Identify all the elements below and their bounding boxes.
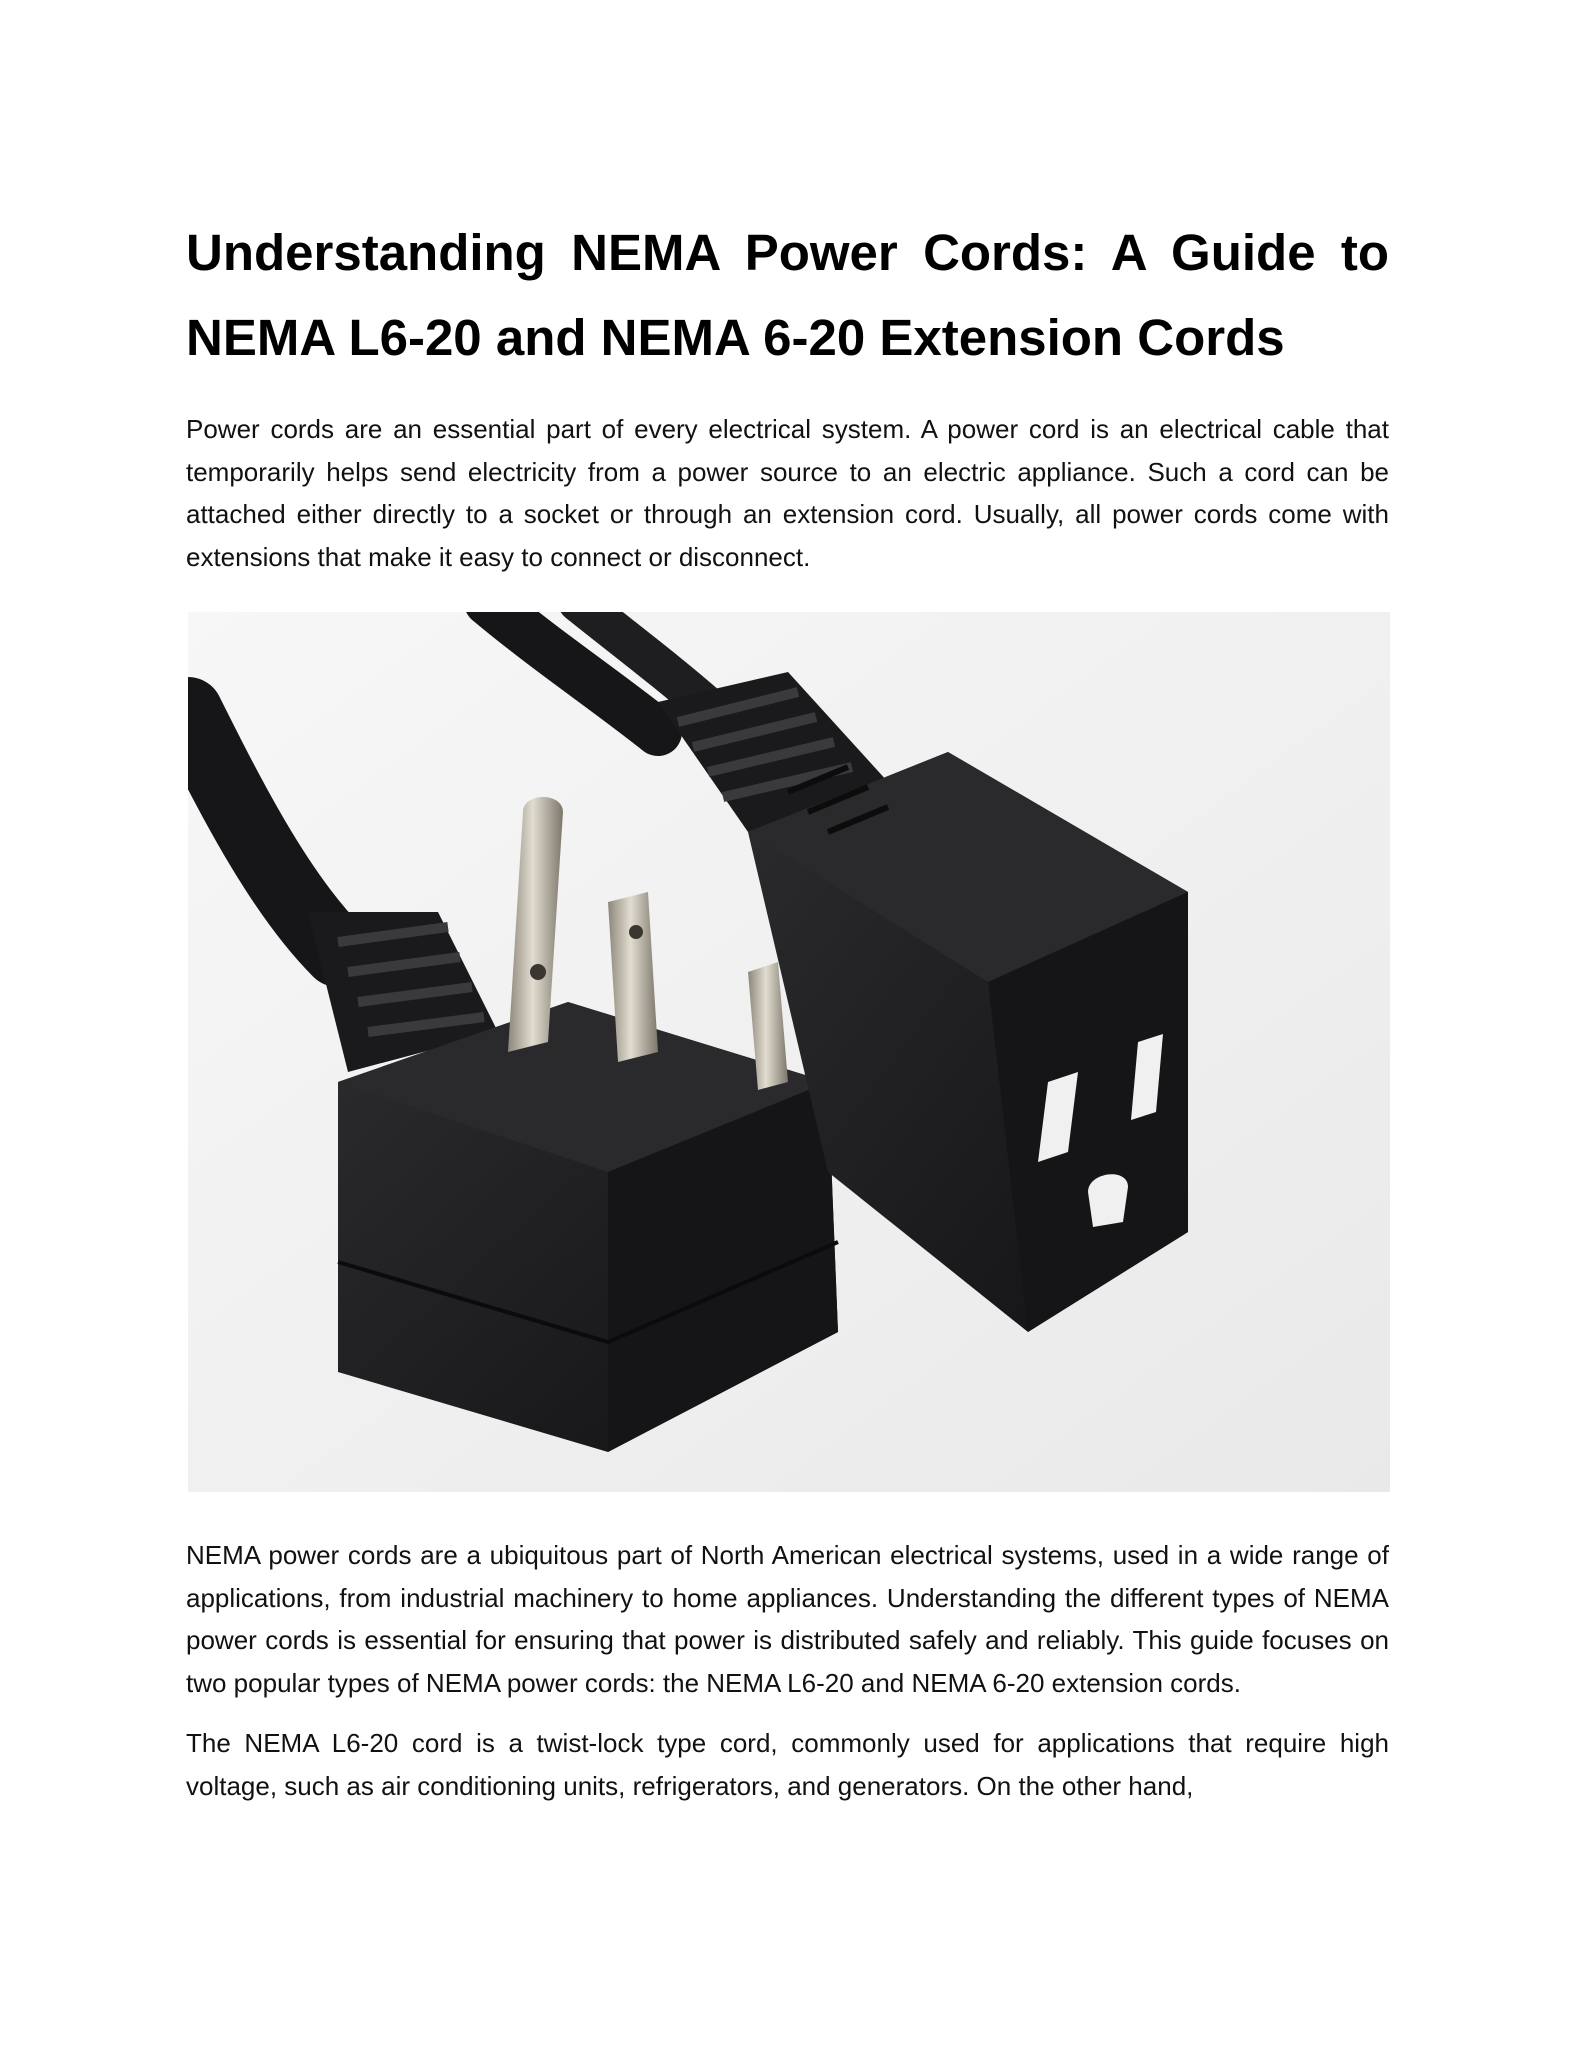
ground-slot	[1088, 1174, 1128, 1227]
power-cord-photo	[188, 612, 1390, 1492]
body-paragraph-1: NEMA power cords are a ubiquitous part of North American electrical systems, used in a wide range of applications, from industrial machinery to home appliances. Understanding the different types of NEMA power cords is essential for ensuring that power is distributed safely and reliably. This guide focuses on two popular types of NEMA power cords: the NEMA L6-20 and NEMA 6-20 extension cords.	[186, 1540, 1389, 1698]
article-title: Understanding NEMA Power Cords: A Guide to NEMA L6-20 and NEMA 6-20 Extension Cords	[186, 224, 1389, 366]
intro-paragraph: Power cords are an essential part of every electrical system. A power cord is an electrical cable that temporarily helps send electricity from a power source to an electric appliance. Such a cord can be attached either directly to a socket or through an extension cord. Usually, all power cords come with extensions that make it easy to connect or disconnect.	[186, 414, 1389, 572]
body-paragraph-2: The NEMA L6-20 cord is a twist-lock type cord, commonly used for applications that require high voltage, such as air conditioning units, refrigerators, and generators. On the other hand,	[186, 1728, 1389, 1801]
power-cord-illustration	[188, 612, 1390, 1492]
article	[186, 210, 1389, 1807]
